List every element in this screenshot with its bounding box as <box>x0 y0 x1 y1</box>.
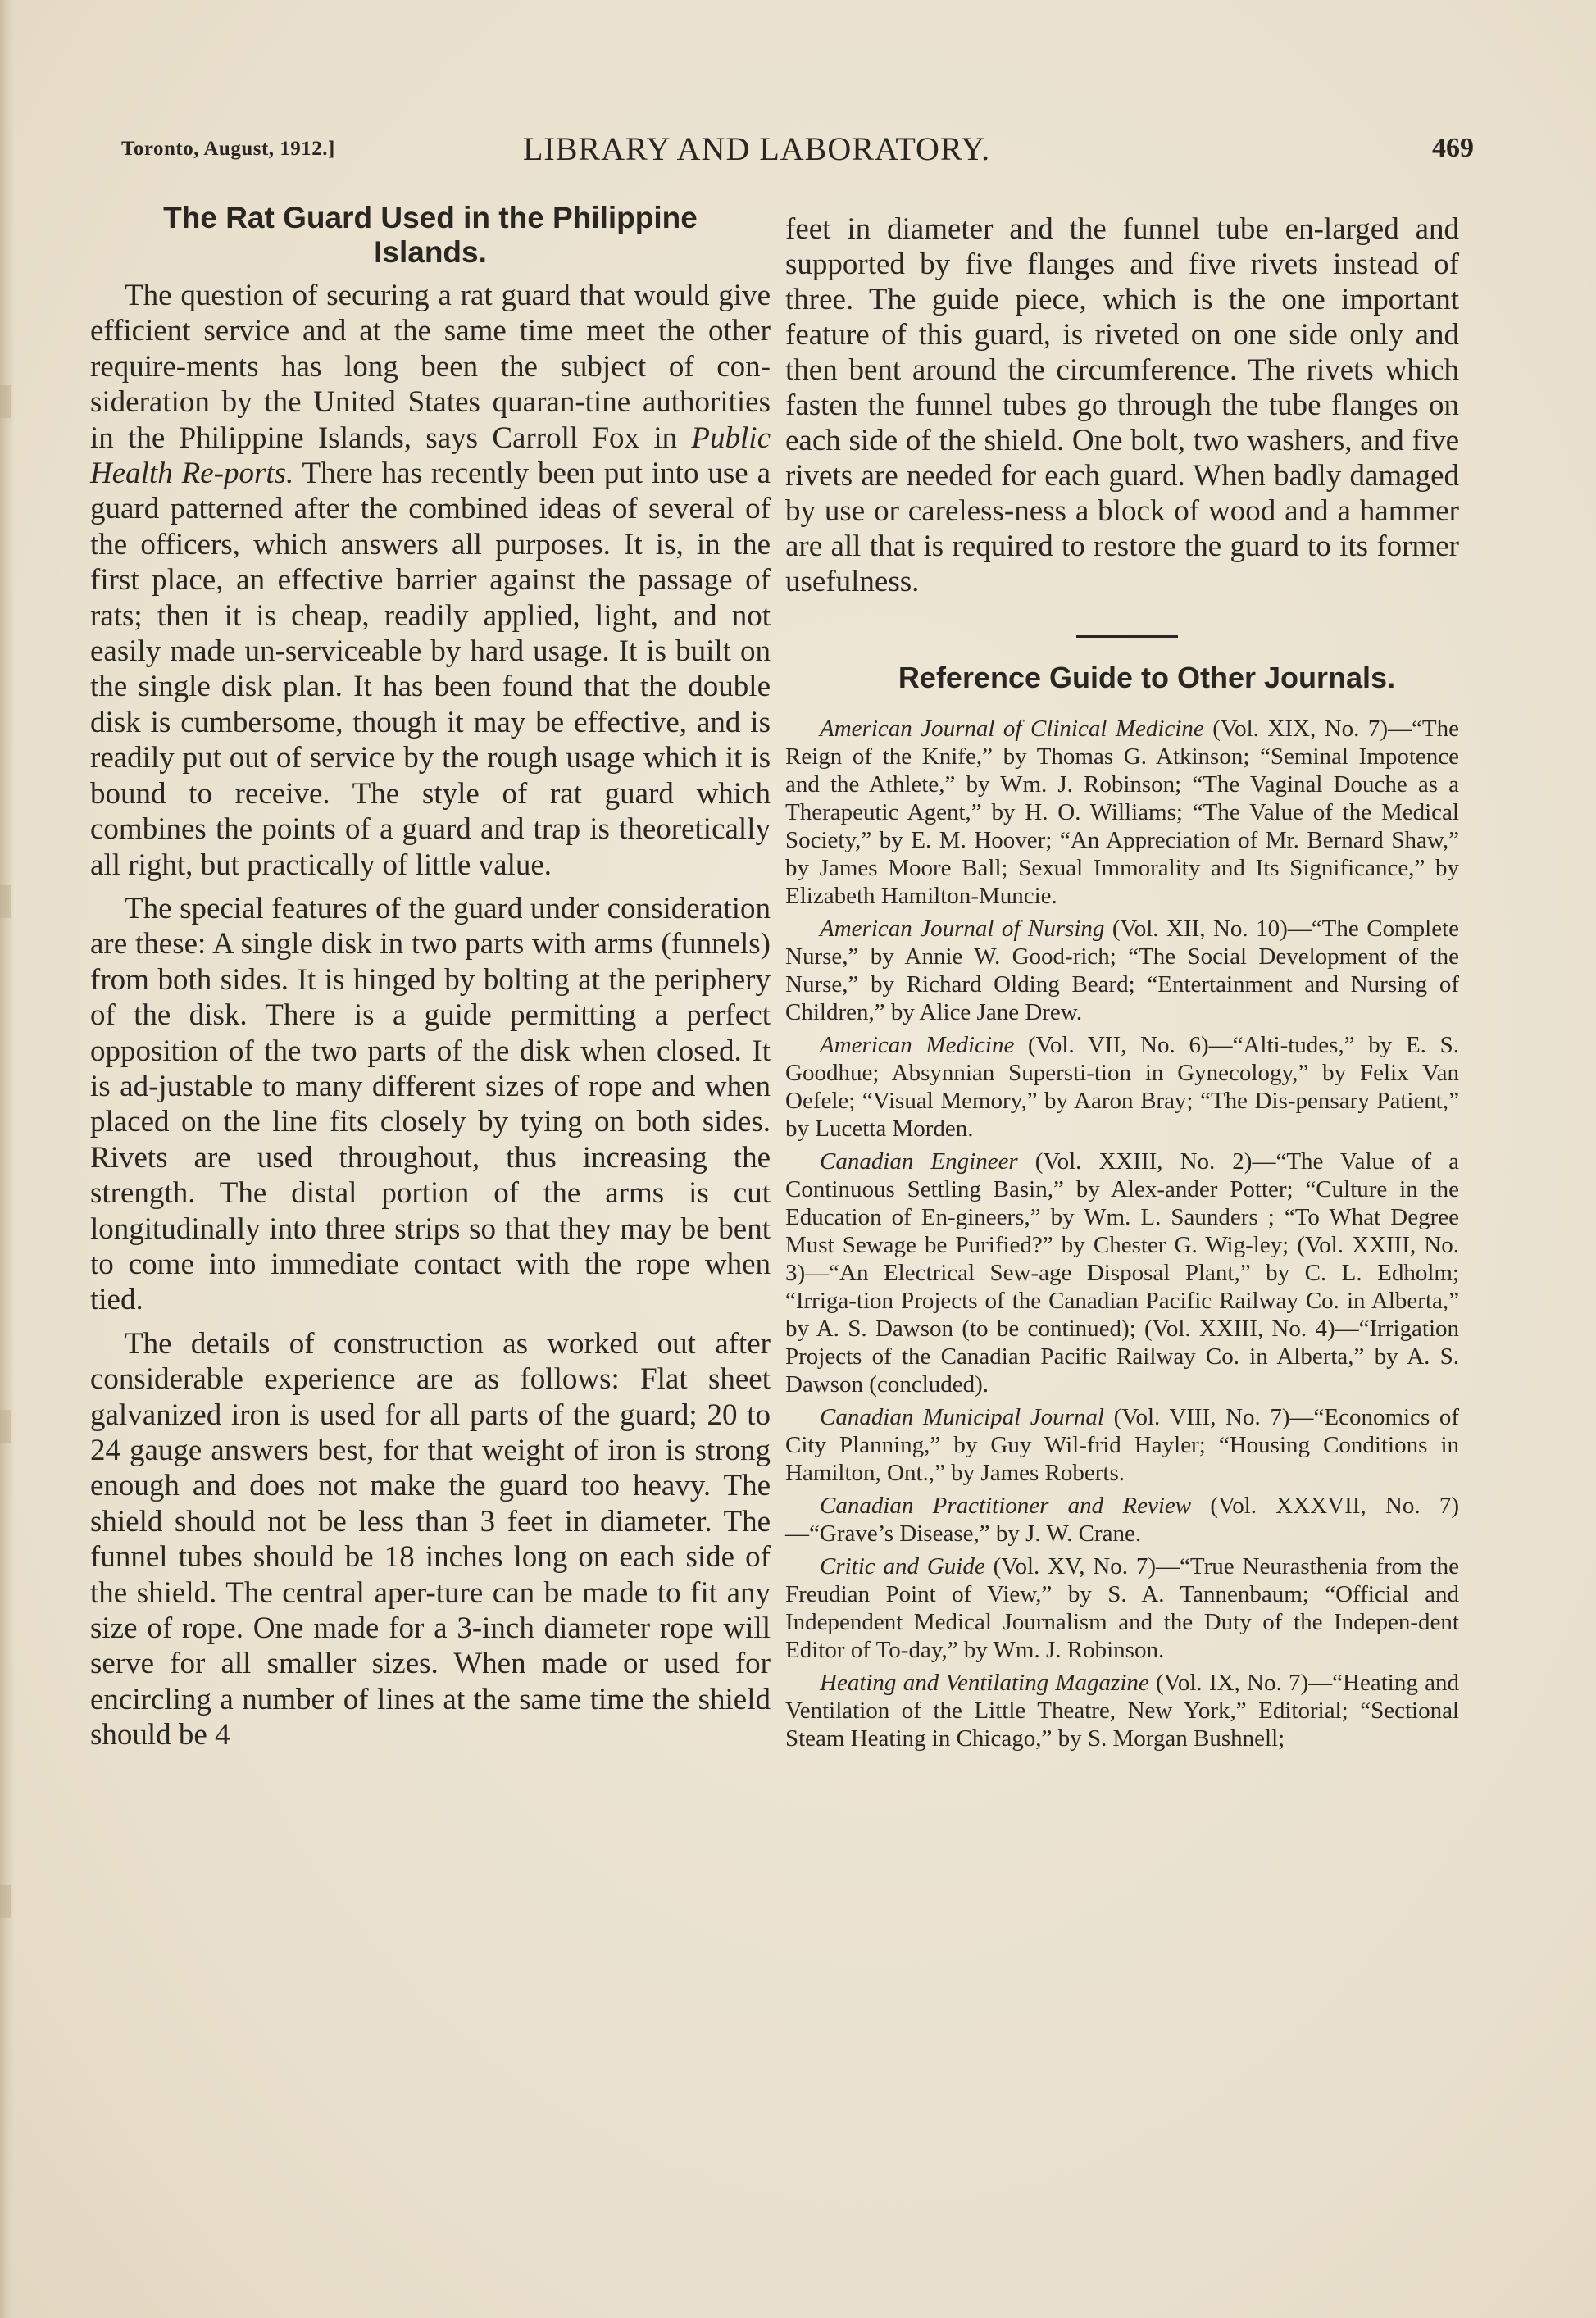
paragraph-1-text-b: There has recently been put into use a guard patterned after the combined ideas of several of the officers, which answers all purposes. It is, in the first place, an effective barrier against the passage of rats; then it is cheap, readily applied, light, and not easily made un-serviceable by hard usage. It is built on the single disk plan. It has been found that the double disk is cumbersome, though it may be effective, and is readily put out of service by the rough usage which it is bound to receive. The style of rat guard which combines the points of a guard and trap is theoretically all right, but practically of little value. <box>90 457 771 882</box>
paragraph-3: The details of construction as worked out after considerable experience are as follows: Flat sheet galvanized iron is used for all parts of the guard; 20 to 24 gauge answers best, for that weight of iron is strong enough and does not make the guard too heavy. The shield should not be less than 3 feet in diameter. The funnel tubes should be 18 inches long on each side of the shield. The central aper-ture can be made to fit any size of rope. One made for a 3-inch diameter rope will serve for all smaller sizes. When made or used for encircling a number of lines at the same time the shield should be 4 <box>90 1326 771 1752</box>
reference-journal: American Medicine <box>820 1032 1015 1058</box>
header-dateline: Toronto, August, 1912.] <box>121 138 335 160</box>
reference-text: (Vol. XIX, No. 7)—“The Reign of the Knife,” by Thomas G. Atkinson; “Seminal Impotence and the Athlete,” by Wm. J. Robinson; “The Vaginal Douche as a Therapeutic Agent,” by H. O. Williams; “The Value of the Medical Society,” by E. M. Hoover; “An Appreciation of Mr. Bernard Shaw,” by James Moore Ball; Sexual Immorality and Its Significance,” by Elizabeth Hamilton-Muncie. <box>785 716 1459 909</box>
article-title <box>90 201 771 270</box>
section-divider <box>1076 635 1178 638</box>
reference-entry <box>785 915 1459 1026</box>
edge-mark <box>0 1410 11 1443</box>
reference-guide-title: Reference Guide to Other Journals. <box>898 661 1396 694</box>
reference-text: (Vol. VIII, No. 7)—“Economics of City Planning,” by Guy Wil-frid Hayler; “Housing Conditions in Hamilton, Ont.,” by James Roberts. <box>785 1404 1459 1486</box>
right-column <box>785 211 1459 1757</box>
reference-entry <box>785 1031 1459 1143</box>
reference-entry <box>785 1552 1459 1664</box>
article-title-line-2: Islands. <box>374 235 487 269</box>
paragraph-1 <box>90 278 771 883</box>
reference-text: (Vol. XII, No. 10)—“The Complete Nurse,” by Annie W. Good-rich; “The Social Development of the Nurse,” by Richard Olding Beard; “Entertainment and Nursing of Children,” by Alice Jane Drew. <box>785 916 1459 1025</box>
paragraph-1-text-a: The question of securing a rat guard that would give efficient service and at the same time meet the other require-ments has long been the subject of con-sideration by the United States quaran-tine authorities in the Philippine Islands, says Carroll Fox in <box>90 279 771 455</box>
reference-text: (Vol. VII, No. 6)—“Alti-tudes,” by E. S. Goodhue; Absynnian Supersti-tion in Gynecology,” by Felix Van Oefele; “Visual Memory,” by Aaron Bray; “The Dis-pensary Patient,” by Lucetta Morden. <box>785 1032 1459 1142</box>
reference-journal: Critic and Guide <box>820 1553 985 1579</box>
reference-text: (Vol. IX, No. 7)—“Heating and Ventilation of the Little Theatre, New York,” Editorial; “Sectional Steam Heating in Chicago,” by S. Morgan Bushnell; <box>785 1670 1459 1752</box>
edge-mark <box>0 1885 11 1918</box>
reference-entry <box>785 1492 1459 1548</box>
reference-journal: Canadian Practitioner and Review <box>820 1493 1192 1519</box>
paragraph-2: The special features of the guard under consideration are these: A single disk in two parts with arms (funnels) from both sides. It is hinged by bolting at the periphery of the disk. There is a guide permitting a perfect opposition of the two parts of the disk when closed. It is ad-justable to many different sizes of rope and when placed on the line fits closely by tying on both sides. Rivets are used throughout, thus increasing the strength. The distal portion of the arms is cut longitudinally into three strips so that they may be bent to come into immediate contact with the rope when tied. <box>90 891 771 1317</box>
reference-journal: American Journal of Nursing <box>820 916 1105 942</box>
reference-entry <box>785 1403 1459 1487</box>
page-number: 469 <box>1432 133 1474 163</box>
reference-list <box>785 715 1459 1752</box>
journal-citation: Public Health Re-ports. <box>90 420 771 491</box>
reference-text: (Vol. XXXVII, No. 7)—“Grave’s Disease,” by J. W. Crane. <box>785 1493 1459 1547</box>
reference-journal: Canadian Municipal Journal <box>820 1404 1104 1430</box>
reference-journal: Canadian Engineer <box>820 1148 1018 1175</box>
reference-text: (Vol. XXIII, No. 2)—“The Value of a Continuous Settling Basin,” by Alex-ander Potter; “Culture in the Education of En-gineers,” by Wm. L. Saunders ; “To What Degree Must Sewage be Purified?” by Chester G. Wig-ley; (Vol. XXIII, No. 3)—“An Electrical Sew-age Disposal Plant,” by C. L. Edholm; “Irriga-tion Projects of the Canadian Pacific Railway Co. in Alberta,” by A. S. Dawson (to be continued); (Vol. XXIII, No. 4)—“Irrigation Projects of the Canadian Pacific Railway Co. in Alberta,” by A. S. Dawson (concluded). <box>785 1148 1460 1398</box>
edge-mark <box>0 885 11 918</box>
reference-entry <box>785 1669 1459 1752</box>
header-journal-title: LIBRARY AND LABORATORY. <box>523 130 991 167</box>
left-column <box>90 201 771 1753</box>
reference-entry <box>785 715 1459 910</box>
article-continuation: feet in diameter and the funnel tube en-larged and supported by five flanges and five rivets instead of three. The guide piece, which is the one important feature of this guard, is riveted on one side only and then bent around the circumference. The rivets which fasten the funnel tubes go through the tube flanges on each side of the shield. One bolt, two washers, and five rivets are needed for each guard. When badly damaged by use or careless-ness a block of wood and a hammer are all that is required to restore the guard to its former usefulness. <box>785 212 1459 598</box>
edge-mark <box>0 385 11 418</box>
reference-journal: American Journal of Clinical Medicine <box>820 716 1204 742</box>
reference-journal: Heating and Ventilating Magazine <box>820 1670 1149 1696</box>
reference-text: (Vol. XV, No. 7)—“True Neurasthenia from the Freudian Point of View,” by S. A. Tannenbaum; “Official and Independent Medical Journalism and the Duty of the Indepen-dent Editor of To-day,” by Wm. J. Robinson. <box>785 1553 1459 1663</box>
article-title-line-1: The Rat Guard Used in the Philippine <box>163 201 698 234</box>
binding-gutter <box>0 0 15 2318</box>
running-header <box>121 130 1474 179</box>
reference-entry <box>785 1148 1459 1398</box>
